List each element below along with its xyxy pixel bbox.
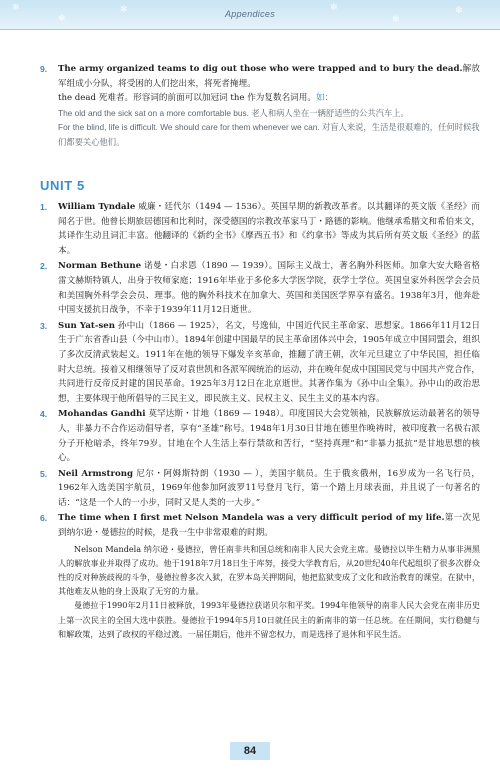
note-sentence: The army organized teams to dig out those who were trapped and to bury the dead. <box>58 64 463 74</box>
header-divider <box>0 29 500 30</box>
note-translation: 解放军组成小分队，将受困的人们挖出来，将死者掩埋。 <box>58 64 480 89</box>
list-item <box>40 511 480 540</box>
person-name: Nelson Mandela <box>74 543 142 554</box>
bio-paragraph: 曼德拉于1990年2月11日被释放，1993年曼德拉获诺贝尔和平奖。1994年他领导的南非人民大会党在南非历史上第一次民主的全国大选中获胜。曼德拉于1994年5月10日就任民主的新南非的第一任总统。在任期间，实行稳健与和解政策，达到了政权的平稳过渡。一届任期后，他并不留恋权力，而是选择了退休和平民生活。 <box>58 600 480 639</box>
item-number: 5. <box>40 468 48 479</box>
term-explanation: the dead 死难者。形容词的前面可以加冠词 the 作为复数名词用。 <box>58 93 316 104</box>
snowflake-icon: ✻ <box>58 14 66 24</box>
bio-text: 纳尔逊・曼德拉，曾任南非共和国总统和南非人民大会党主席。曼德拉以毕生精力从事非洲黑人的解放事业并取得了成功。他于1918年7月18日生于库努，接受大学教育后，从20世纪40年代起组织了很多次群众性的反对种族歧视的斗争，曼德拉曾多次入狱，在罗本岛关押期间，他把监狱变成了文化和政治教育的课堂。在狱中，其他难友从他的身上汲取了无穷的力量。 <box>58 543 480 597</box>
item-number: 1. <box>40 202 48 212</box>
item-number: 6. <box>40 513 48 524</box>
note-item <box>40 62 480 91</box>
example-hint: 如： <box>315 93 334 104</box>
item-text: 莫罕达斯・甘地（1869 — 1948）。印度国民大会党领袖，民族解放运动最著名的领导人，非暴力不合作运动倡导者，享有“圣雄”称号。1948年1月30日甘地在德里作晚祷时，被印度教一名极右派分子开枪暗杀，终年79岁。甘地在个人生活上奉行禁欲和苦行，“坚持真理”和“非暴力抵抗”是甘地思想的核心。 <box>58 409 480 464</box>
example-sentence: The old and the sick sat on a more comfortable bus. 老人和病人坐在一辆舒适些的公共汽车上。 <box>58 107 409 118</box>
list-item <box>40 259 480 317</box>
list-item <box>40 467 480 511</box>
note-term-line <box>40 91 480 106</box>
item-text: 孙中山（1866 — 1925），名文，号逸仙，中国近代民主革命家、思想家。1866年11月12日生于广东省香山县（今中山市）。1894年创建中国最早的民主革命团体兴中会，1905年成立中国同盟会，组织了多次反清武装起义。1911年在他的领导下爆发辛亥革命，推翻了清王朝，次年元旦建立了中华民国，担任临时大总统。接着又相继领导了反对袁世凯和各派军阀统治的运动，并在晚年促成中国国民党与中国共产党合作，共同进行反帝反封建的国民革命。1925年3月12日在北京逝世。其著作集为《孙中山全集》。孙中山的政治思想，主要体现于他所倡导的三民主义，即民族主义、民权主义、民生主义的基本内容。 <box>58 320 480 404</box>
person-name: Norman Bethune <box>58 261 142 272</box>
item-number: 3. <box>40 320 48 331</box>
item-number: 9. <box>40 64 48 74</box>
bio-paragraph <box>58 542 480 599</box>
list-item <box>40 200 480 258</box>
list-item <box>40 407 480 465</box>
person-name: Sun Yat-sen <box>58 320 116 331</box>
item-number: 2. <box>40 261 48 272</box>
list-item <box>40 319 480 407</box>
snowflake-icon: ✻ <box>330 3 338 13</box>
page-number: 84 <box>230 742 270 760</box>
snowflake-icon: ✻ <box>455 6 463 16</box>
note-sentence: The time when I first met Nelson Mandela was a very difficult period of my life. <box>58 513 445 524</box>
item-text: 尼尔・阿姆斯特朗（1930 — ），美国宇航员。生于俄亥俄州，16岁成为一名飞行员，1962年入选美国宇航员，1969年他参加阿波罗11号登月飞行，第一个踏上月球表面，并且说了一句著名的话：“这是一个人的一小步，同时又是人类的一大步。” <box>58 468 480 508</box>
item-text: 诺曼・白求恩（1890 — 1939）。国际主义战士，著名胸外科医师。加拿大安大略省格雷文赫斯特镇人，出身于牧师家庭；1916年毕业于多伦多大学医学院，获学士学位。英国皇家外科医学会会员和美国胸外科学会会员、理事。他的胸外科技术在加拿大、英国和美国医学界享有盛名。1938年3月，他奔赴中国支援抗日战争，不幸于1939年11月12日逝世。 <box>58 261 480 316</box>
example-sentence: For the blind, life is difficult. We should care for them whenever we can. 对盲人来说，生活是很艰难的，任何时候我们都要关心他们。 <box>58 122 480 147</box>
mandela-bio <box>40 542 480 641</box>
person-name: Neil Armstrong <box>58 468 133 479</box>
unit-5-notes <box>40 200 480 641</box>
person-name: Mohandas Gandhi <box>58 409 146 420</box>
note-9-section <box>40 62 480 150</box>
item-number: 4. <box>40 409 48 420</box>
snowflake-icon: ✻ <box>12 3 20 13</box>
item-text: 威廉・廷代尔（1494 — 1536）。英国早期的新教改革者。以其翻译的英文版《圣经》而闻名于世。他曾长期旅居德国和比利时，深受德国的宗教改革家马丁・路德的影响。他继承希腊文和希伯来文，其译作生动且词汇丰富。他翻译的《新约全书》《摩西五书》和《约拿书》等成为其后所有英文版《圣经》的蓝本。 <box>58 202 481 256</box>
note-translation: 第一次见到纳尔逊・曼德拉的时候，是我一生中非常艰难的时期。 <box>58 513 480 539</box>
snowflake-icon: ✻ <box>392 15 400 25</box>
person-name: William Tyndale <box>58 202 136 212</box>
snowflake-icon: ✻ <box>120 5 128 15</box>
header-title: Appendices <box>224 9 276 19</box>
unit-heading: UNIT 5 <box>40 178 85 193</box>
